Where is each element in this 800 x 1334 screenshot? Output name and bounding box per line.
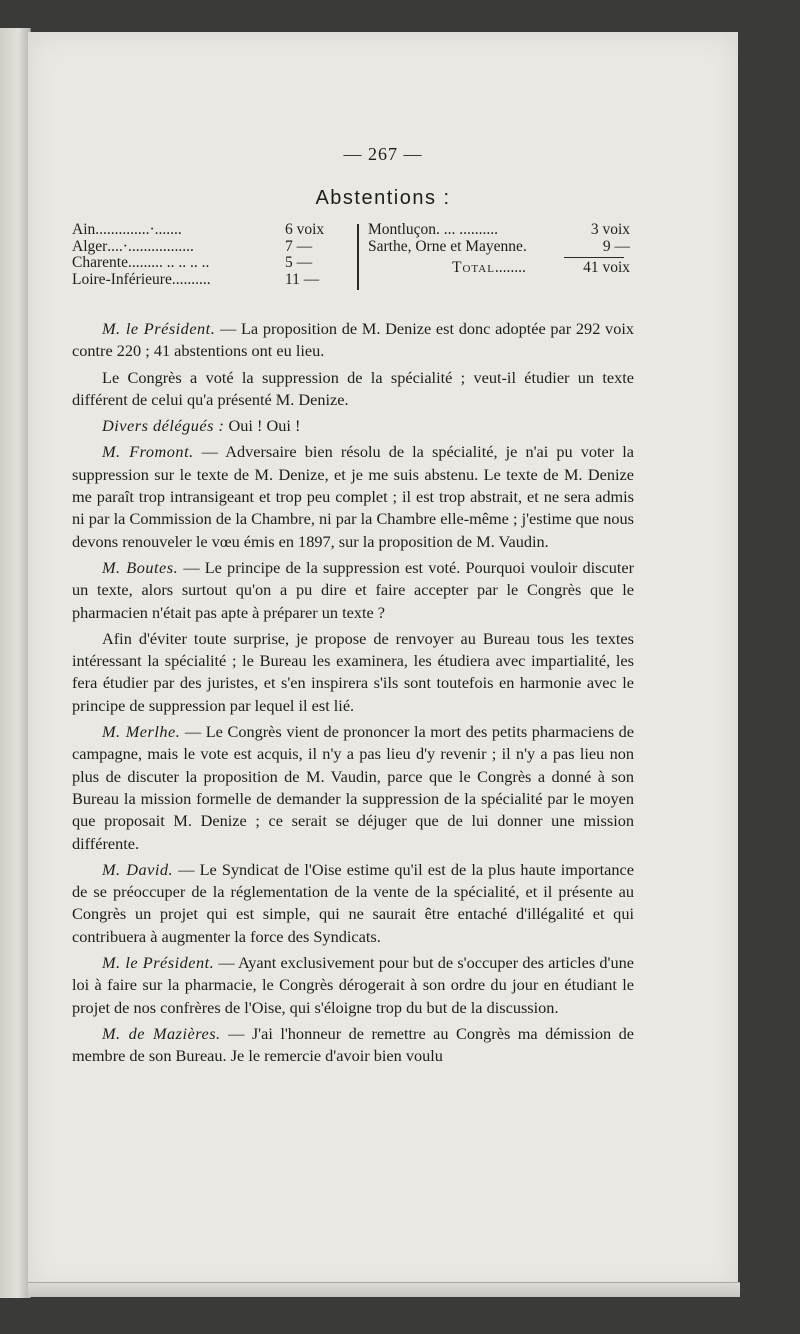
abstentions-right-column — [368, 222, 630, 277]
paragraph — [72, 557, 634, 624]
paragraph-text: — Ayant exclusivement pour but de s'occuper des articles d'une loi à faire sur la pharmacie, le Congrès dérogerait à son ordre du jour en étudiant le projet de nos confrères de l'Oise, qui s'éloigne trop du but de la discussion. — [72, 953, 634, 1017]
paragraph — [72, 628, 634, 717]
speaker-name: M. Boutes. — [102, 557, 179, 577]
paragraph-text: — J'ai l'honneur de remettre au Congrès ma démission de membre de son Bureau. Je le remercie d'avoir bien voulu — [72, 1023, 634, 1066]
abstention-row — [72, 239, 347, 256]
speaker-name: M. le Président. — [102, 319, 216, 338]
abstention-name: Loire-Inférieure — [72, 270, 172, 288]
section-title: Abstentions : — [315, 187, 451, 209]
abstention-name: Charente — [72, 254, 128, 271]
speaker-name: M. Merlhe. — [102, 722, 181, 742]
book-page — [28, 32, 738, 1292]
total-row — [368, 260, 630, 277]
body-text — [72, 318, 634, 1072]
total-label: Total — [452, 259, 495, 276]
paragraph-text: Afin d'éviter toute surprise, je propose de renvoyer au Bureau tous les textes intéressant la spécialité ; le Bureau les examinera, les étudiera avec impartialité, les fera étudier par des juristes, et s'en inspirera s'ils sont toutefois en harmonie avec le principe de suppression par lequel il est lié. — [72, 628, 634, 715]
paragraph — [72, 952, 634, 1019]
abstention-value: 7 — — [285, 237, 313, 255]
paragraph-text: — La proposition de M. Denize est donc adoptée par 292 voix contre 220 ; 41 abstentions ont eu lieu. — [72, 319, 634, 361]
page-number: — 267 — — [343, 144, 423, 164]
abstention-name: Ain — [72, 221, 96, 238]
abstention-value: 9 — — [602, 237, 630, 255]
total-rule — [564, 257, 624, 258]
abstention-row — [368, 239, 630, 256]
paragraph — [72, 415, 634, 437]
abstention-row — [72, 222, 347, 239]
paragraph-text: — Le Congrès vient de prononcer la mort des petits pharmaciens de campagne, mais le vote est acquis, il n'y a pas lieu d'y revenir ; il n'y a pas lieu non plus de discuter la proposition de M. Vaudin, parce que le Congrès a donné à son Bureau la mission formelle de demander la suppression de la spécialité par le moyen que proposait M. Denize ; ce serait se déjuger que de lui donner une mission différente. — [72, 722, 634, 853]
paragraph — [72, 1023, 634, 1068]
leader-dots: .......... — [171, 271, 211, 288]
paragraph-text: Oui ! Oui ! — [224, 416, 301, 436]
page-bottom-edge — [28, 1282, 740, 1297]
paragraph — [72, 367, 634, 412]
speaker-name: M. Fromont. — [102, 442, 194, 462]
total-value: 41 voix — [583, 259, 630, 276]
column-divider — [357, 224, 359, 290]
leader-dots: . — [522, 238, 527, 255]
paragraph — [72, 859, 634, 948]
abstention-value: 5 — — [285, 254, 313, 271]
speaker-name: M. de Mazières. — [102, 1023, 221, 1043]
leader-dots: ..............·....... — [95, 222, 182, 238]
adjacent-page-edge — [0, 28, 31, 1298]
paragraph — [72, 721, 634, 855]
paragraph — [72, 318, 634, 363]
leader-dots: ......... .. .. .. .. — [127, 255, 210, 271]
abstention-row — [368, 222, 630, 239]
leader-dots: ........ — [494, 260, 526, 276]
paragraph-text: Le Congrès a voté la suppression de la spécialité ; veut-il étudier un texte différent de celui qu'a présenté M. Denize. — [72, 367, 634, 409]
abstention-value: 11 — — [285, 270, 320, 288]
abstention-value: 3 voix — [590, 221, 630, 238]
abstention-name: Sarthe, Orne et Mayenne — [368, 237, 523, 255]
paragraph-text: — Adversaire bien résolu de la spécialité, je n'ai pu voter la suppression sur le texte de M. Denize, et je me suis abstenu. Le texte de M. Denize me paraît trop intransigeant et trop peu complet ; il est trop abstrait, et ne sera admis ni par la Commission de la Chambre, ni par la Chambre elle-même ; j'estime que nous devons renouveler le vœu émis en 1897, sur la proposition de M. Vaudin. — [72, 442, 634, 551]
abstention-name: Alger — [72, 237, 108, 255]
abstentions-left-column — [72, 222, 347, 288]
paragraph-text: — Le Syndicat de l'Oise estime qu'il est de la plus haute importance de se préoccuper de la réglementation de la vente de la spécialité, et il présente au Congrès un projet qui est simple, qui ne saurait être entaché d'illégalité et qui contribuera à augmenter la force des Syndicats. — [72, 859, 635, 946]
abstention-row — [72, 255, 347, 272]
speaker-name: Divers délégués : — [102, 416, 225, 436]
speaker-name: M. David. — [102, 859, 174, 879]
abstention-row — [72, 272, 347, 289]
paragraph-text: — Le principe de la suppression est voté. Pourquoi vouloir discuter un texte, alors surtout qu'on a pu dire et faire accepter par le Congrès que le pharmacien n'était pas apte à préparer un texte ? — [72, 557, 635, 622]
leader-dots: ....·................. — [107, 238, 194, 255]
leader-dots: . ... .......... — [436, 222, 499, 238]
abstention-value: 6 voix — [285, 221, 325, 238]
speaker-name: M. le Président. — [102, 953, 215, 973]
paragraph — [72, 441, 634, 552]
abstention-name: Montluçon — [368, 221, 437, 238]
